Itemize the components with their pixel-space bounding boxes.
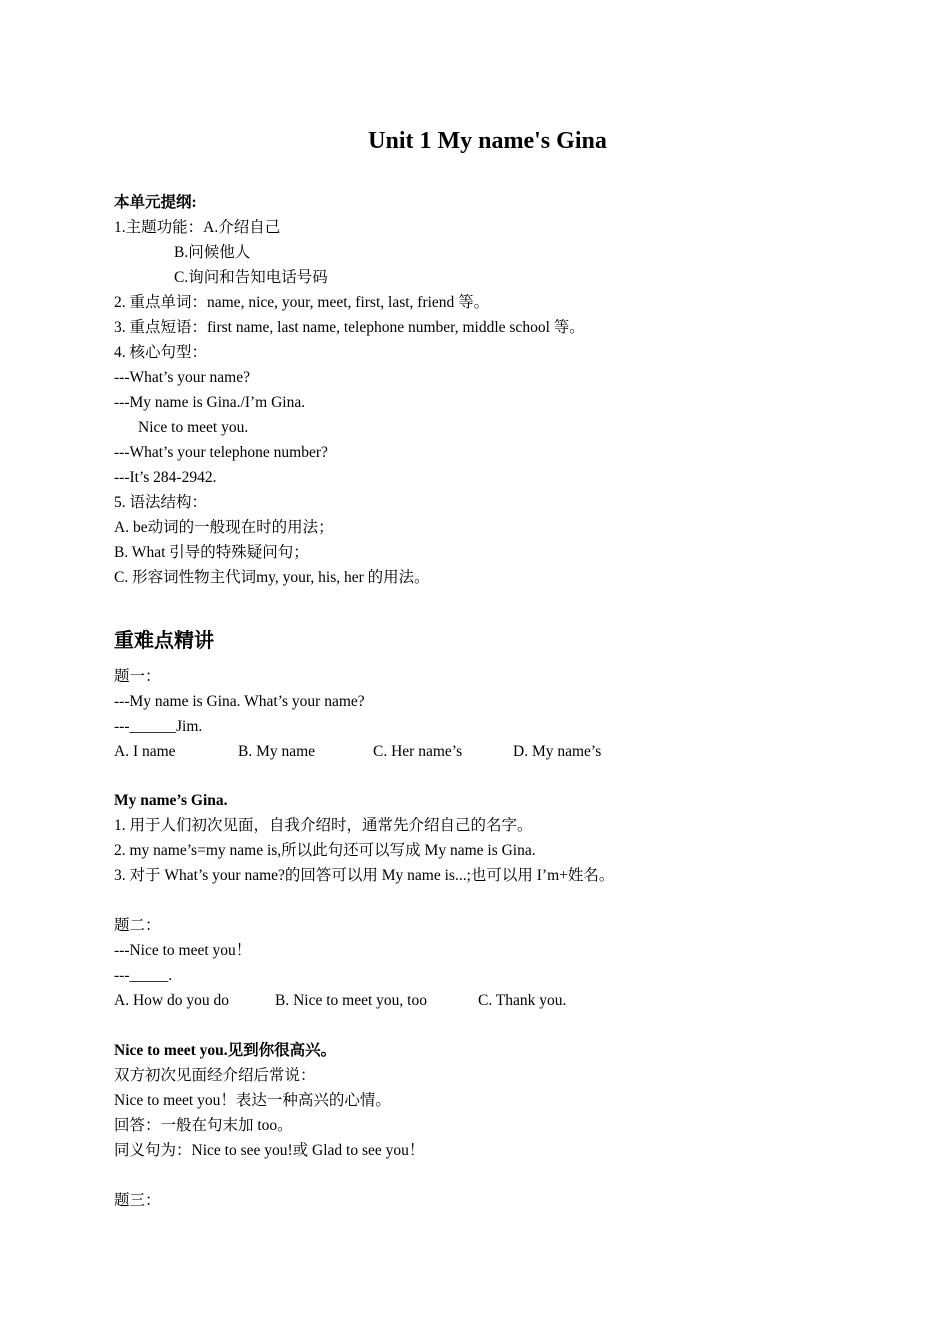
question-line: ---My name is Gina. What’s your name? [114, 693, 365, 710]
outline-line: ---It’s 284-2942. [114, 469, 217, 486]
outline-line: Nice to meet you. [138, 419, 249, 436]
outline-line: 1.主题功能：A.介绍自己 [114, 219, 281, 236]
question-line: ---_____. [114, 967, 173, 984]
answer-option: B. Nice to meet you, too [275, 992, 427, 1009]
outline-line: A. be动词的一般现在时的用法； [114, 519, 334, 536]
outline-line: ---What’s your telephone number? [114, 444, 328, 461]
explanation-line: 双方初次见面经介绍后常说： [114, 1067, 316, 1084]
explanation-line: 1. 用于人们初次见面，自我介绍时，通常先介绍自己的名字。 [114, 817, 533, 834]
question-label: 题一： [114, 668, 161, 685]
outline-line: B.问候他人 [174, 244, 251, 261]
question-label: 题三： [114, 1192, 161, 1209]
outline-line: C.询问和告知电话号码 [174, 269, 328, 286]
explanation-line: 3. 对于 What’s your name?的回答可以用 My name is...;也可以用 I’m+姓名。 [114, 867, 615, 884]
outline-line: 4. 核心句型： [114, 344, 208, 361]
outline-line: C. 形容词性物主代词my, your, his, her 的用法。 [114, 569, 430, 586]
question-line: ---Nice to meet you！ [114, 942, 252, 959]
answer-option: D. My name’s [513, 743, 602, 760]
answer-option: A. I name [114, 743, 176, 760]
outline-line: ---My name is Gina./I’m Gina. [114, 394, 306, 411]
section-heading: 重难点精讲 [114, 628, 214, 652]
outline-heading: 本单元提纲: [114, 194, 197, 211]
answer-option: C. Her name’s [373, 743, 463, 760]
answer-option: B. My name [238, 743, 316, 760]
explanation-line: Nice to meet you！表达一种高兴的心情。 [114, 1092, 391, 1109]
outline-line: ---What’s your name? [114, 369, 250, 386]
explanation-line: 同义句为：Nice to see you!或 Glad to see you！ [114, 1142, 425, 1159]
explanation-line: 2. my name’s=my name is,所以此句还可以写成 My name is Gina. [114, 842, 536, 859]
question-label: 题二： [114, 917, 161, 934]
outline-line: 2. 重点单词：name, nice, your, meet, first, last, friend 等。 [114, 294, 490, 311]
answer-option: A. How do you do [114, 992, 229, 1009]
explanation-line: 回答：一般在句末加 too。 [114, 1117, 293, 1134]
outline-line: 5. 语法结构： [114, 494, 208, 511]
answer-option: C. Thank you. [478, 992, 567, 1009]
outline-line: B. What 引导的特殊疑问句； [114, 544, 309, 561]
question-line: ---______Jim. [114, 718, 203, 735]
outline-line: 3. 重点短语：first name, last name, telephone number, middle school 等。 [114, 319, 585, 336]
explanation-title: My name’s Gina. [114, 792, 228, 809]
page-title: Unit 1 My name's Gina [368, 128, 607, 154]
explanation-title: Nice to meet you.见到你很高兴。 [114, 1042, 337, 1059]
